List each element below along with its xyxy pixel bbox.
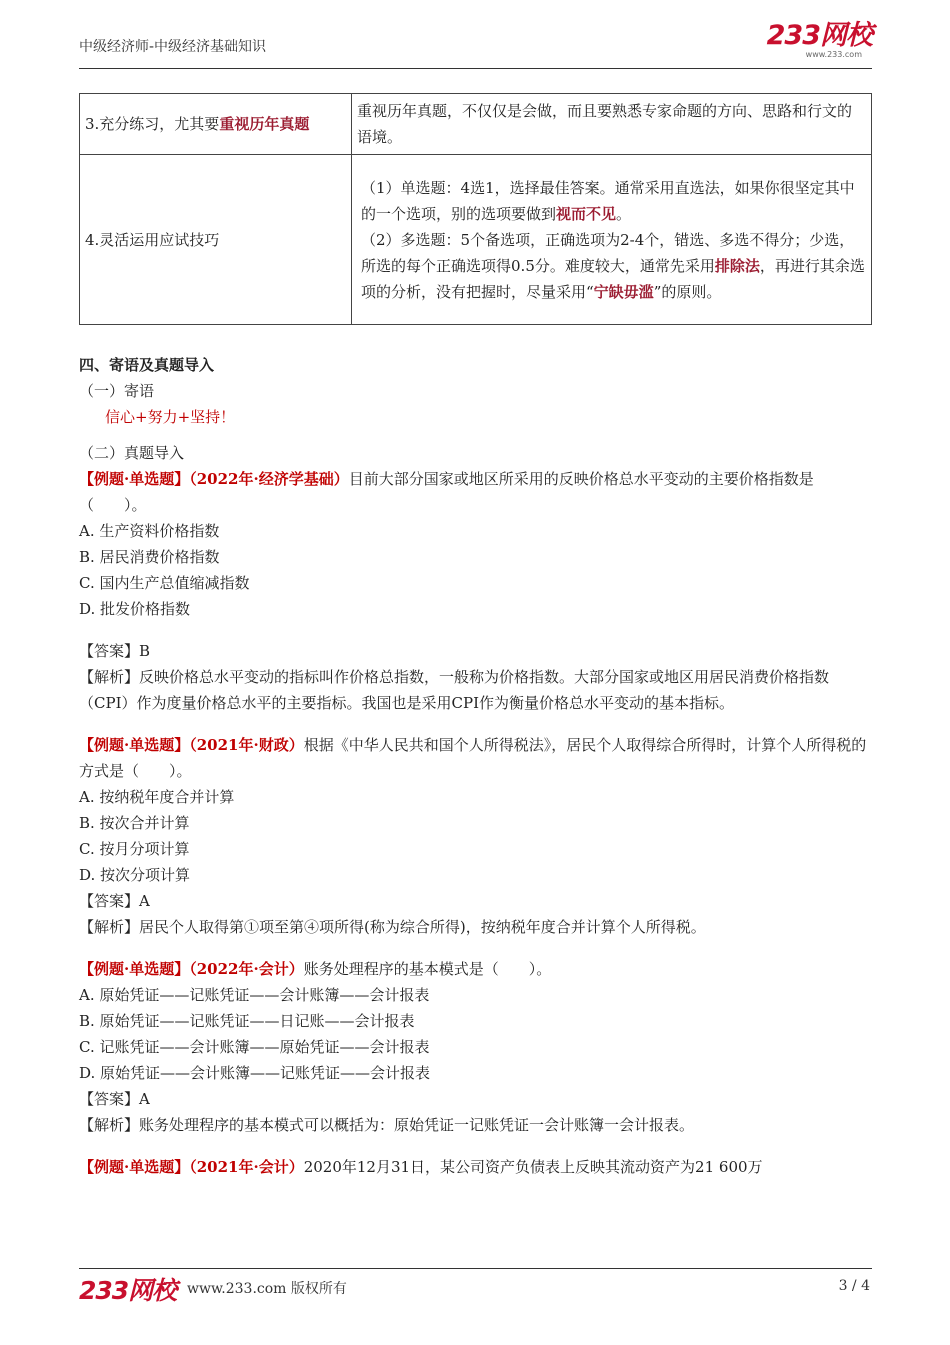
subsection-heading: （二）真题导入 [79, 444, 185, 462]
highlight: 视而不见 [556, 204, 617, 223]
answer: 【答案】A [79, 1090, 150, 1108]
tip-paragraph: （2）多选题：5个备选项，正确选项为2-4个，错选、多选不得分；少选，所选的每个正确选项得0.5分。难度较大，通常先采用排除法，再进行其余选项的分析，没有把握时，尽量采用“宁缺毋滥”的原则。 [361, 230, 865, 301]
tip-title-cell: 4.灵活运用应试技巧 [80, 155, 352, 325]
tip-paragraph: （1）单选题：4选1，选择最佳答案。通常采用直选法，如果你很坚定其中的一个选项，别的选项要做到视而不见。 [361, 178, 855, 223]
question-tag: 【例题·单选题】（2022年·会计） [79, 960, 304, 978]
site-logo[interactable] [767, 22, 872, 59]
highlight: 排除法 [714, 256, 760, 275]
copyright: www.233.com 版权所有 [187, 1281, 347, 1297]
highlight: 重视历年真题 [219, 115, 310, 133]
page-header [79, 0, 872, 69]
option: B. 按次合并计算 [79, 814, 190, 832]
tip-detail-cell [352, 155, 872, 325]
analysis: 【解析】账务处理程序的基本模式可以概括为：原始凭证一记账凭证一会计账簿一会计报表。 [79, 1116, 695, 1134]
question-stem: 【例题·单选题】（2021年·财政）根据《中华人民共和国个人所得税法》，居民个人取得综合所得时，计算个人所得税的方式是（ ）。 [79, 736, 867, 780]
question-tag: 【例题·单选题】（2021年·会计） [79, 1158, 304, 1176]
option: A. 原始凭证——记账凭证——会计账簿——会计报表 [79, 986, 430, 1004]
option: C. 记账凭证——会计账簿——原始凭证——会计报表 [79, 1038, 430, 1056]
study-tips-table [79, 93, 872, 325]
tip-detail-cell: 重视历年真题，不仅仅是会做，而且要熟悉专家命题的方向、思路和行文的语境。 [352, 94, 872, 155]
page-number: 3 / 4 [838, 1278, 870, 1294]
option: D. 原始凭证——会计账簿——记账凭证——会计报表 [79, 1064, 431, 1082]
question-tag: 【例题·单选题】（2021年·财政） [79, 736, 304, 754]
question-1 [79, 466, 874, 716]
question-stem: 【例题·单选题】（2022年·会计）账务处理程序的基本模式是（ ）。 [79, 960, 552, 978]
option: B. 原始凭证——记账凭证——日记账——会计报表 [79, 1012, 415, 1030]
question-tag: 【例题·单选题】（2022年·经济学基础） [79, 470, 349, 488]
option: D. 按次分项计算 [79, 866, 191, 884]
option: A. 按纳税年度合并计算 [79, 788, 235, 806]
question-stem: 【例题·单选题】（2021年·会计）2020年12月31日，某公司资产负债表上反映其流动资产为21 600万 [79, 1158, 763, 1176]
option: A. 生产资料价格指数 [79, 522, 220, 540]
slogan: 信心+努力+坚持！ [105, 408, 236, 426]
option: C. 国内生产总值缩减指数 [79, 574, 250, 592]
option: B. 居民消费价格指数 [79, 548, 220, 566]
table-row [80, 155, 872, 325]
option: C. 按月分项计算 [79, 840, 190, 858]
page-footer [79, 1268, 872, 1309]
question-4 [79, 1154, 874, 1180]
table-row [80, 94, 872, 155]
tip-title-cell: 3.充分练习，尤其要重视历年真题 [80, 94, 352, 155]
answer: 【答案】A [79, 892, 150, 910]
logo-text: 233网校 [766, 20, 872, 51]
document-title: 中级经济师-中级经济基础知识 [79, 39, 267, 55]
option: D. 批发价格指数 [79, 600, 191, 618]
analysis: 【解析】居民个人取得第①项至第④项所得(称为综合所得)，按纳税年度合并计算个人所得税。 [79, 918, 706, 936]
section-heading: 四、寄语及真题导入 [79, 356, 215, 374]
answer: 【答案】B [79, 642, 151, 660]
main-content [79, 352, 874, 1180]
subsection-heading: （一）寄语 [79, 382, 155, 400]
question-2 [79, 732, 874, 940]
footer-logo[interactable]: 233网校 [79, 1276, 177, 1305]
logo-url: www.233.com [805, 50, 862, 59]
question-stem: 【例题·单选题】（2022年·经济学基础）目前大部分国家或地区所采用的反映价格总水平变动的主要价格指数是（ ）。 [79, 470, 814, 514]
highlight: 宁缺毋滥 [593, 282, 654, 301]
analysis: 【解析】反映价格总水平变动的指标叫作价格总指数，一般称为价格指数。大部分国家或地区用居民消费价格指数（CPI）作为度量价格总水平的主要指标。我国也是采用CPI作为衡量价格总水平变动的基本指标。 [79, 668, 830, 712]
question-3 [79, 956, 874, 1138]
